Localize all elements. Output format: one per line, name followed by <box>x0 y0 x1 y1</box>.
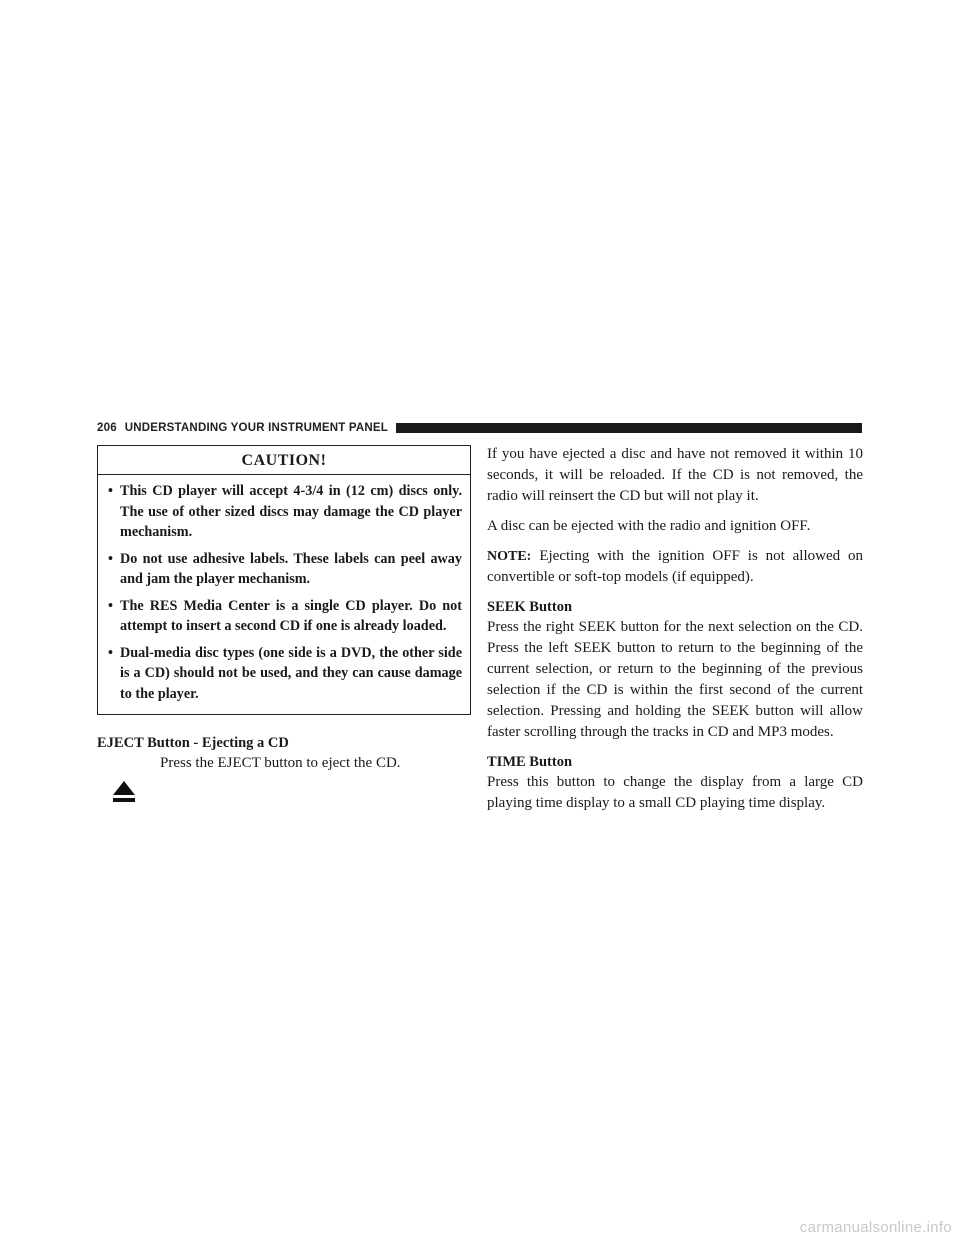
time-heading: TIME Button <box>487 754 573 770</box>
caution-title: CAUTION! <box>98 446 470 475</box>
page-header <box>97 420 862 436</box>
right-column <box>487 444 863 814</box>
caution-item-text: Do not use adhesive labels. These labels can peel away and jam the player mechanism. <box>120 550 462 587</box>
left-column <box>97 445 471 813</box>
bullet-icon: • <box>108 483 113 499</box>
section-title: UNDERSTANDING YOUR INSTRUMENT PANEL <box>124 422 388 434</box>
caution-box <box>97 445 471 715</box>
eject-row <box>97 753 471 813</box>
time-paragraph: Press this button to change the display from a large CD playing time display to a small CD playing time display. <box>487 774 863 811</box>
bullet-icon: • <box>108 550 113 567</box>
note-paragraph <box>487 546 863 588</box>
note-label: NOTE: <box>487 549 532 564</box>
caution-item <box>108 596 462 637</box>
watermark: carmanualsonline.info <box>799 1219 952 1236</box>
eject-icon <box>112 780 136 804</box>
caution-item <box>108 643 462 705</box>
seek-paragraph: Press the right SEEK button for the next selection on the CD. Press the left SEEK button to return to the beginning of the current selection, or return to the beginning of the previous selection if the CD is within the first second of the current selection. Pressing and holding the SEEK button will allow faster scrolling through the tracks in CD and MP3 modes. <box>487 619 863 740</box>
bullet-icon: • <box>108 644 113 661</box>
eject-heading: EJECT Button - Ejecting a CD <box>97 735 289 751</box>
bullet-icon: • <box>108 597 113 614</box>
caution-list <box>98 475 470 714</box>
caution-item-text: Dual-media disc types (one side is a DVD, the other side is a CD) should not be used, and they can cause damage to the player. <box>120 644 462 702</box>
caution-item-text: The RES Media Center is a single CD player. Do not attempt to insert a second CD if one is already loaded. <box>120 597 462 634</box>
header-rule <box>396 423 862 433</box>
page-number: 206 <box>97 422 117 434</box>
seek-heading: SEEK Button <box>487 599 573 615</box>
reload-paragraph: If you have ejected a disc and have not removed it within 10 seconds, it will be reloaded. If the CD is not removed, the radio will reinsert the CD but will not play it. <box>487 446 863 504</box>
ignition-paragraph: A disc can be ejected with the radio and ignition OFF. <box>487 518 811 534</box>
eject-description: Press the EJECT button to eject the CD. <box>160 755 401 771</box>
note-text: Ejecting with the ignition OFF is not allowed on convertible or soft-top models (if equipped). <box>487 548 863 585</box>
caution-item <box>108 549 462 590</box>
caution-item <box>108 481 462 543</box>
caution-item-text: This CD player will accept 4-3/4 in (12 cm) discs only. The use of other sized discs may damage the CD player mechanism. <box>120 483 462 540</box>
